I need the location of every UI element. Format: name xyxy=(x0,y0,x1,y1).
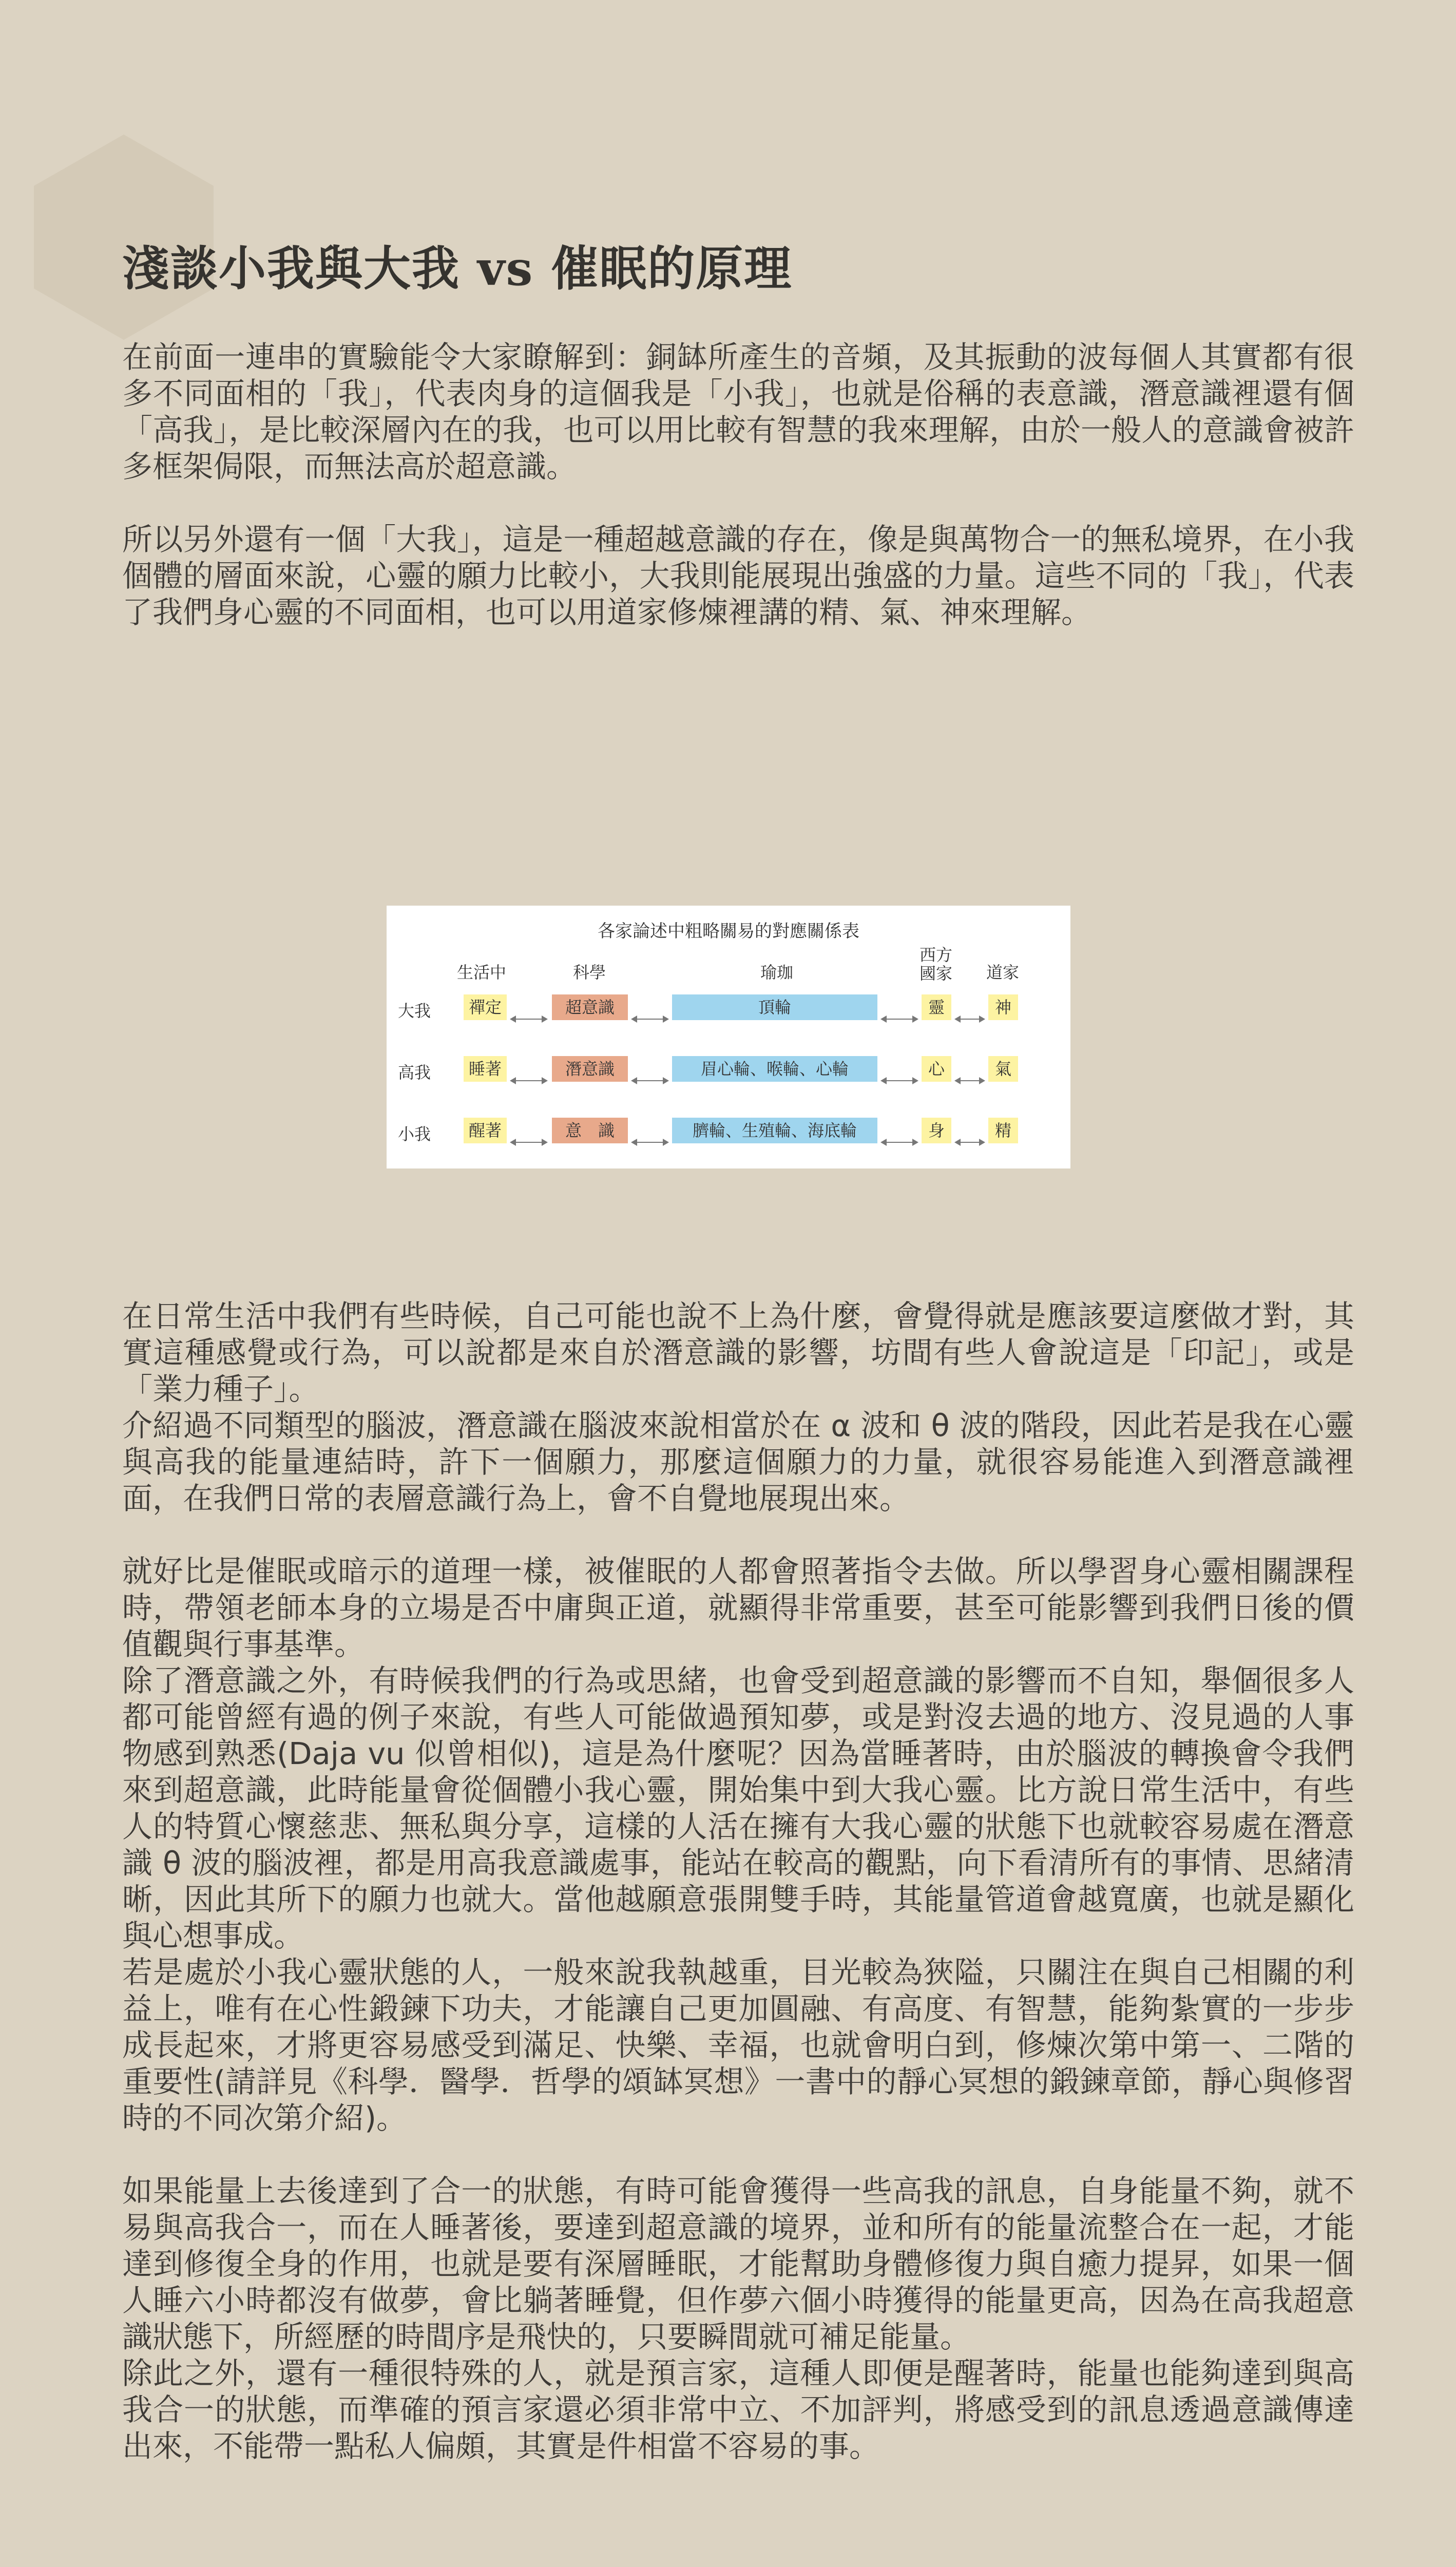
double-arrow-icon xyxy=(882,1080,917,1081)
figure-column-header: 西方 國家 xyxy=(919,945,952,983)
figure-cell: 氣 xyxy=(988,1056,1018,1082)
page-title: 淺談小我與大我 vs 催眠的原理 xyxy=(122,241,793,296)
paragraph: 介紹過不同類型的腦波，潛意識在腦波來說相當於在 α 波和 θ 波的階段，因此若是我在心靈與高我的能量連結時，許下一個願力，那麼這個願力的力量，就很容易能進入到潛意識裡面，在我們日常的表層意識行為上，會不自覺地展現出來。 xyxy=(122,1408,1354,1516)
paragraph: 在前面一連串的實驗能令大家瞭解到：銅缽所產生的音頻，及其振動的波每個人其實都有很多不同面相的「我」，代表肉身的這個我是「小我」，也就是俗稱的表意識，潛意識裡還有個「高我」，是比較深層內在的我，也可以用比較有智慧的我來理解，由於一般人的意識會被許多框架侷限，而無法高於超意識。 xyxy=(122,339,1354,484)
figure-cell: 精 xyxy=(988,1118,1018,1143)
figure-column-header: 道家 xyxy=(986,963,1019,982)
figure-cell: 超意識 xyxy=(552,994,628,1020)
figure-column-header: 生活中 xyxy=(456,963,506,982)
figure-cell: 禪定 xyxy=(464,994,507,1020)
figure-title: 各家論述中粗略關易的對應關係表 xyxy=(598,921,859,942)
figure-cell: 靈 xyxy=(922,994,951,1020)
paragraph: 就好比是催眠或暗示的道理一樣，被催眠的人都會照著指令去做。所以學習身心靈相關課程時，帶領老師本身的立場是否中庸與正道，就顯得非常重要，甚至可能影響到我們日後的價值觀與行事基準。 xyxy=(122,1554,1354,1662)
paragraph: 在日常生活中我們有些時候，自己可能也說不上為什麼，會覺得就是應該要這麼做才對，其實這種感覺或行為，可以說都是來自於潛意識的影響，坊間有些人會說這是「印記」，或是「業力種子」。 xyxy=(122,1298,1354,1407)
paragraph: 除此之外，還有一種很特殊的人，就是預言家，這種人即便是醒著時，能量也能夠達到與高我合一的狀態，而準確的預言家還必須非常中立、不加評判，將感受到的訊息透過意識傳達出來，不能帶一點私人偏頗，其實是件相當不容易的事。 xyxy=(122,2355,1354,2464)
figure-cell: 醒著 xyxy=(464,1118,507,1143)
double-arrow-icon xyxy=(511,1142,547,1143)
intro-section xyxy=(122,339,1354,630)
decorative-hexagon xyxy=(34,135,214,340)
double-arrow-icon xyxy=(955,1019,984,1020)
double-arrow-icon xyxy=(632,1142,668,1143)
figure-row-label: 小我 xyxy=(398,1124,431,1144)
figure-cell: 心 xyxy=(922,1056,951,1082)
double-arrow-icon xyxy=(511,1019,547,1020)
correspondence-table-figure xyxy=(387,906,1070,1168)
figure-row-label: 大我 xyxy=(398,1001,431,1021)
paragraph: 所以另外還有一個「大我」，這是一種超越意識的存在，像是與萬物合一的無私境界，在小我個體的層面來說，心靈的願力比較小，大我則能展現出強盛的力量。這些不同的「我」，代表了我們身心靈的不同面相，也可以用道家修煉裡講的精、氣、神來理解。 xyxy=(122,522,1354,630)
subconscious-section xyxy=(122,1298,1354,2464)
figure-column-header: 科學 xyxy=(572,963,606,982)
double-arrow-icon xyxy=(882,1142,917,1143)
figure-cell: 意 識 xyxy=(552,1118,628,1143)
paragraph: 除了潛意識之外，有時候我們的行為或思緒，也會受到超意識的影響而不自知，舉個很多人都可能曾經有過的例子來說，有些人可能做過預知夢，或是對沒去過的地方、沒見過的人事物感到熟悉(Daja vu 似曾相似)，這是為什麼呢？因為當睡著時，由於腦波的轉換會令我們來到超意識，此時能量會從個體小我心靈，開始集中到大我心靈。比方說日常生活中，有些人的特質心懷慈悲、無私與分享，這樣的人活在擁有大我心靈的狀態下也就較容易處在潛意識 θ 波的腦波裡，都是用高我意識處事，能站在較高的觀點，向下看清所有的事情、思緒清晰，因此其所下的願力也就大。當他越願意張開雙手時，其能量管道會越寬廣，也就是顯化與心想事成。 xyxy=(122,1663,1354,1953)
double-arrow-icon xyxy=(511,1080,547,1081)
figure-column-header: 瑜珈 xyxy=(760,963,793,982)
paragraph: 若是處於小我心靈狀態的人，一般來說我執越重，目光較為狹隘，只關注在與自己相關的利益上，唯有在心性鍛鍊下功夫，才能讓自己更加圓融、有高度、有智慧，能夠紮實的一步步成長起來，才將更容易感受到滿足、快樂、幸福，也就會明白到，修煉次第中第一、二階的重要性(請詳見《科學．醫學．哲學的頌缽冥想》一書中的靜心冥想的鍛鍊章節，靜心與修習時的不同次第介紹)。 xyxy=(122,1955,1354,2136)
figure-row-label: 高我 xyxy=(398,1063,431,1082)
double-arrow-icon xyxy=(632,1080,668,1081)
paragraph: 如果能量上去後達到了合一的狀態，有時可能會獲得一些高我的訊息，自身能量不夠，就不易與高我合一，而在人睡著後，要達到超意識的境界，並和所有的能量流整合在一起，才能達到修復全身的作用，也就是要有深層睡眠，才能幫助身體修復力與自癒力提昇，如果一個人睡六小時都沒有做夢，會比躺著睡覺，但作夢六個小時獲得的能量更高，因為在高我超意識狀態下，所經歷的時間序是飛快的，只要瞬間就可補足能量。 xyxy=(122,2173,1354,2354)
double-arrow-icon xyxy=(882,1019,917,1020)
double-arrow-icon xyxy=(955,1142,984,1143)
double-arrow-icon xyxy=(632,1019,668,1020)
figure-cell: 頂輪 xyxy=(672,994,877,1020)
figure-cell: 臍輪、生殖輪、海底輪 xyxy=(672,1118,877,1143)
figure-cell: 眉心輪、喉輪、心輪 xyxy=(672,1056,877,1082)
figure-cell: 潛意識 xyxy=(552,1056,628,1082)
figure-cell: 神 xyxy=(988,994,1018,1020)
figure-cell: 身 xyxy=(922,1118,951,1143)
double-arrow-icon xyxy=(955,1080,984,1081)
figure-cell: 睡著 xyxy=(464,1056,507,1082)
